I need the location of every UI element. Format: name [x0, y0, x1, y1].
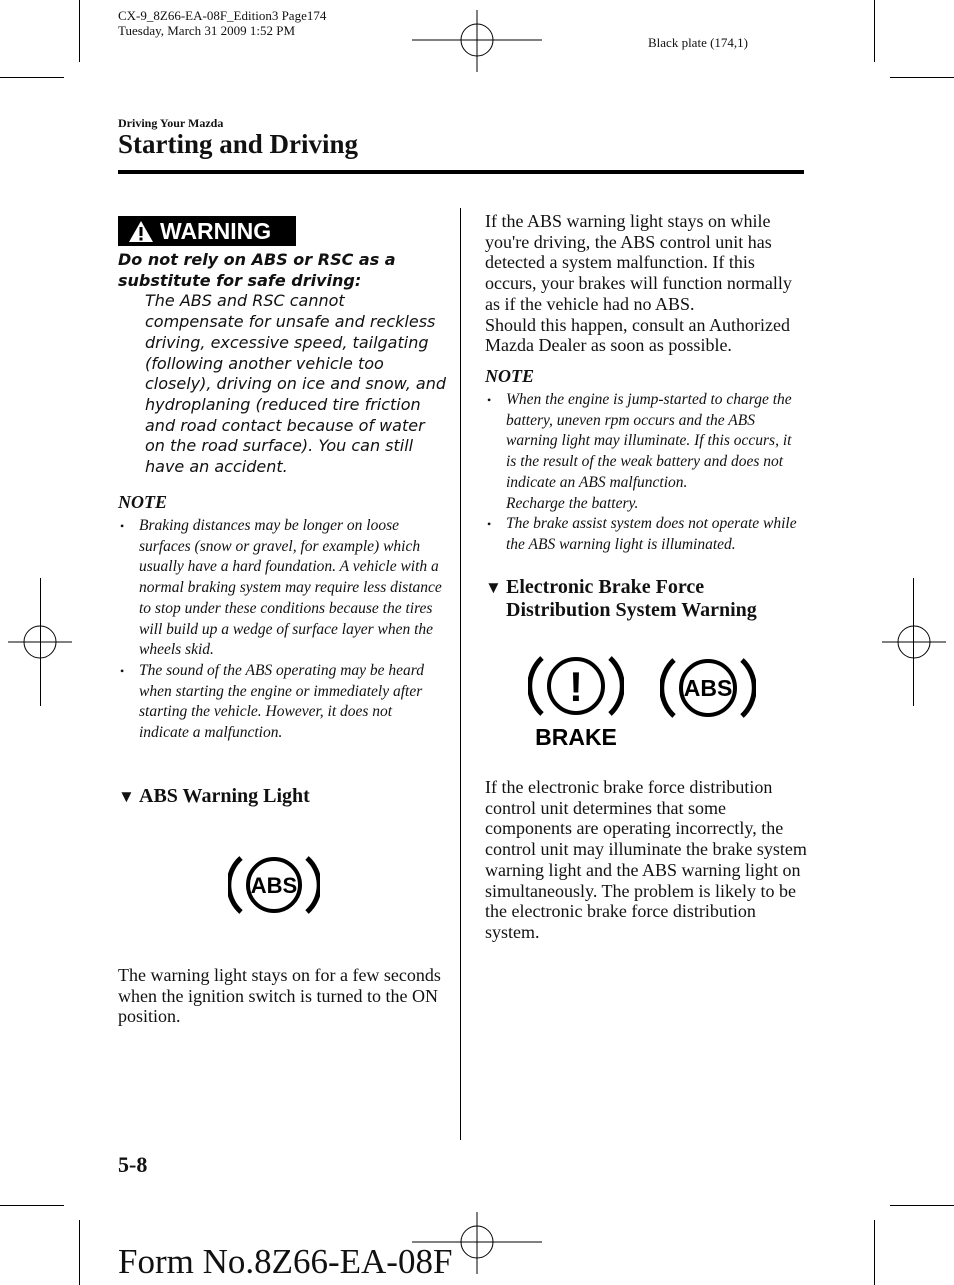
note-item: • The brake assist system does not operate while the ABS warning light is illuminated.	[487, 515, 797, 553]
warning-body: The ABS and RSC cannot compensate for unsafe and reckless driving, excessive speed, tailgating (following another vehicle too closely), driving on ice and snow, and hydroplaning (reduced tire friction and road contact because of water on the road surface). You can still have an accident.	[145, 291, 446, 477]
ebd-section-body: If the electronic brake force distribution control unit determines that some components are operating incorrectly, the control unit may illuminate the brake system warning light and the ABS warning light on simultaneously. The problem is likely to be the electronic brake force distribution system.	[485, 777, 807, 942]
section-label: Driving Your Mazda	[118, 116, 224, 130]
note-title: NOTE	[118, 492, 167, 512]
note-item: • The sound of the ABS operating may be heard when starting the engine or immediately after starting the vehicle. However, it does not indicate a malfunction.	[120, 661, 424, 742]
abs-warning-light-icon	[660, 652, 756, 724]
warning-block	[118, 250, 448, 478]
abs-warning-light-icon	[228, 850, 320, 920]
warning-badge	[118, 216, 296, 246]
warning-label: WARNING	[160, 217, 272, 244]
plate-label: Black plate (174,1)	[648, 35, 748, 50]
print-job-line-1: CX-9_8Z66-EA-08F_Edition3 Page174	[118, 8, 327, 23]
page-number: 5-8	[118, 1152, 148, 1177]
registration-mark-right	[882, 610, 946, 674]
note-title: NOTE	[485, 366, 534, 386]
title-rule	[118, 170, 804, 174]
note-block-1	[118, 492, 443, 744]
brake-warning-light-icon	[528, 650, 624, 750]
warning-triangle-icon	[128, 220, 154, 243]
svg-text:BRAKE: BRAKE	[535, 724, 617, 750]
column-divider	[460, 208, 461, 1140]
svg-text:ABS: ABS	[683, 675, 733, 701]
page-title: Starting and Driving	[118, 129, 359, 159]
abs-section-heading: ▼ ABS Warning Light	[118, 785, 310, 807]
registration-mark-top	[412, 10, 542, 72]
ebd-section-heading: ▼ Electronic Brake Force Distribution System Warning	[485, 576, 757, 621]
registration-mark-left	[8, 610, 72, 674]
note-item: • When the engine is jump-started to charge the battery, uneven rpm occurs and the ABS warning light may illuminate. If this occurs, it is the result of the weak battery and does not indicate an ABS malfunction. Recharge the battery.	[487, 391, 792, 512]
abs-section-body: The warning light stays on for a few seconds when the ignition switch is turned to the ON position.	[118, 965, 441, 1027]
note-item: • Braking distances may be longer on loose surfaces (snow or gravel, for example) which usually have a hard foundation. A vehicle with a normal braking system may require less distance to stop under these conditions because the tires will build up a wedge of surface layer when the wheels skid.	[120, 517, 442, 659]
print-job-line-2: Tuesday, March 31 2009 1:52 PM	[118, 23, 296, 38]
abs-malfunction-text: If the ABS warning light stays on while you're driving, the ABS control unit has detected a system malfunction. If this occurs, your brakes will function normally as if the vehicle had no ABS. Should this happen, consult an Authorized Mazda Dealer as soon as possible.	[485, 211, 792, 356]
svg-text:!: !	[569, 663, 583, 710]
form-number: Form No.8Z66-EA-08F	[118, 1242, 453, 1281]
section-marker: ▼	[485, 578, 502, 597]
svg-text:ABS: ABS	[250, 873, 298, 898]
note-block-2	[485, 366, 805, 556]
section-marker: ▼	[118, 787, 135, 806]
warning-heading: Do not rely on ABS or RSC as a substitute for safe driving:	[118, 250, 396, 290]
